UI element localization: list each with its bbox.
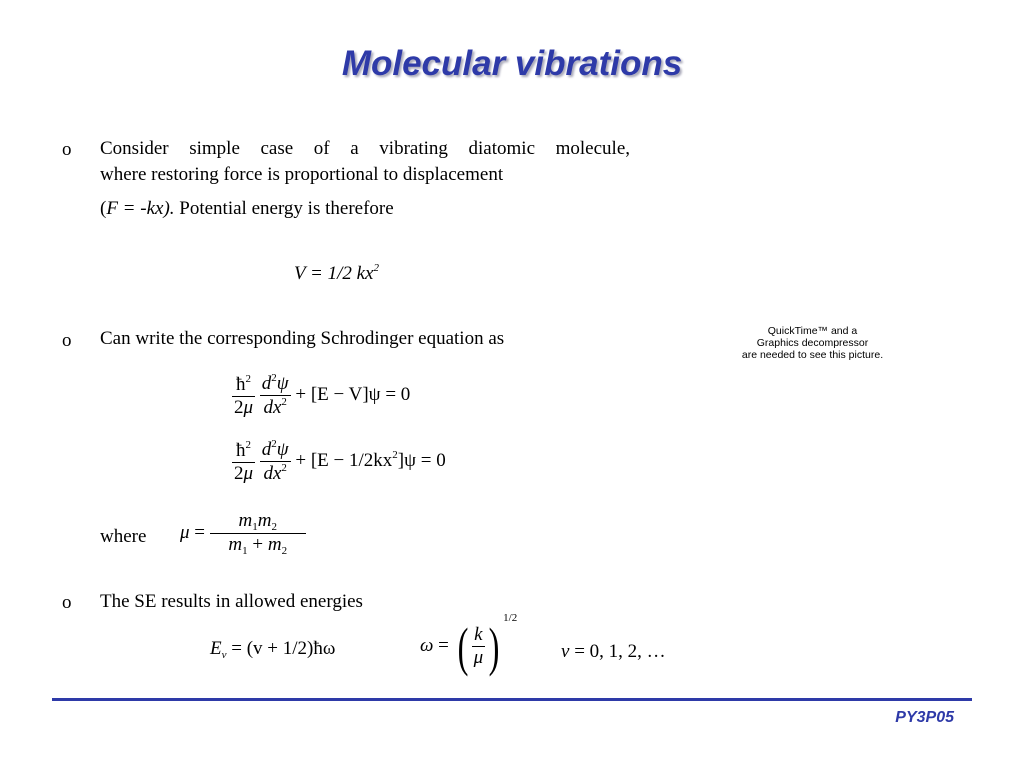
bullet-1-line-3-text: Potential energy is therefore	[174, 198, 394, 219]
bullet-2-text: Can write the corresponding Schrodinger equation as	[100, 328, 505, 349]
bullet-1-line-3	[100, 196, 394, 222]
potential-energy-text: V = 1/2 kx	[294, 263, 374, 284]
hooke-law-formula: F = -kx).	[106, 198, 175, 219]
image-placeholder	[720, 325, 905, 361]
image-placeholder-line-2: Graphics decompressor	[756, 337, 869, 349]
slide-title: Molecular vibrations	[341, 44, 683, 83]
bullet-marker: o	[62, 139, 72, 160]
schrodinger-equation-1: $\frac{ħ^2}{2\mu}$ $\frac{d^2\psi}{dx^2}$ + [E − V]ψ = 0	[234, 372, 411, 418]
schrodinger-equation-1-rest: + [E − V]ψ = 0	[295, 383, 411, 405]
schrodinger-equation-2: $\frac{ħ^2}{2\mu}$ $\frac{d^2\psi}{dx^2}$ + $[E - 1/2kx^2]\psi = 0$	[234, 438, 446, 484]
bullet-3-text: The SE results in allowed energies	[100, 591, 363, 612]
angular-frequency-exponent: 1/2	[503, 612, 518, 624]
bullet-1-line-1: Consider simple case of a vibrating diatomic molecule,	[100, 138, 630, 159]
energy-levels-equation: $E_v = (v$ + 1/2)ħω	[210, 638, 336, 661]
footer-divider	[52, 698, 972, 701]
bullet-1-line-2: where restoring force is proportional to displacement	[100, 164, 504, 185]
schrodinger-equation-2-rest: + [E − 1/2kx	[295, 449, 393, 471]
angular-frequency-equation: ω = ( $\frac{k}{\mu}$ ) $^{1/2}$	[420, 612, 518, 677]
schrodinger-equation-2-tail: ]ψ = 0	[397, 449, 446, 471]
course-code: PY3P05	[895, 709, 954, 726]
bullet-marker: o	[62, 330, 72, 351]
vibrational-quantum-values: = 0, 1, 2, …	[574, 641, 666, 662]
image-placeholder-line-3: are needed to see this picture.	[741, 349, 884, 361]
potential-energy-equation	[294, 262, 379, 285]
reduced-mass-equation: μ = $\frac{m_1m_2}{m_1 + m_2}$	[180, 510, 306, 557]
energy-levels-rest: = (v + 1/2)ħω	[231, 638, 336, 659]
potential-energy-exponent: 2	[373, 262, 379, 274]
image-placeholder-line-1: QuickTime™ and a	[767, 325, 858, 337]
open-paren: (	[100, 198, 107, 219]
bullet-marker: o	[62, 592, 72, 613]
vibrational-quantum-number: v = 0, 1, 2, …	[561, 641, 666, 662]
where-label: where	[100, 526, 147, 547]
